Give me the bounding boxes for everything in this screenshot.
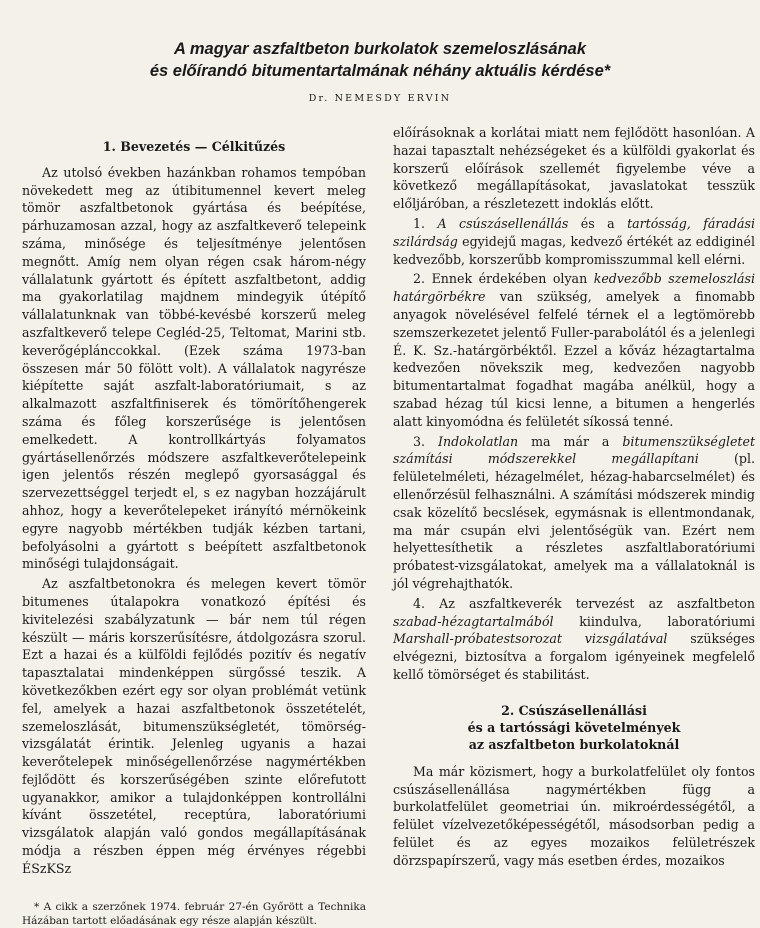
left-column <box>22 130 366 928</box>
section-2-heading-line-3: az aszfaltbeton burkolatoknál <box>468 736 680 752</box>
item-1-text-1: és a <box>568 215 628 231</box>
item-1-italic-1: A csúszásellenállás <box>437 215 569 231</box>
item-1-number: 1. <box>413 215 426 231</box>
item-3-text-2: (pl. felületelméleti, hézagelmélet, hézag-habarcselmélet) és ellenőrzésül felhasználni. A számítási módszerek mindig csak közelítő becslések, egymásnak is ellentmondanak, ma már csupán elvi jelentőségük van. Ezért nem helyettesíthetik a részletes aszfaltlaboratóriumi próbatest-vizsgálatokat, amelyek ma a vállalatoknál is jól végrehajthatók. <box>393 451 755 591</box>
item-4-number: 4. <box>413 595 426 611</box>
item-1 <box>393 215 755 268</box>
right-paragraph-last: Ma már közismert, hogy a burkolatfelület oly fontos csúszásellenállása nagymértékben függ a burkolatfelület geometriai ún. mikroérdességétől, a felület vízelvezetőképességétől, másodsorban pedig a felület és az egyes mozaikos felületrészek dörzspapírszerű, vagy más esetben érdes, mozaikos <box>393 763 755 868</box>
item-1-italic-2: tartósság, fáradási szilárdság <box>393 215 756 249</box>
right-column <box>393 124 755 869</box>
left-paragraph-1: Az utolsó években hazánkban rohamos tempóban növekedett meg az útibitumennel kevert meleg tömör aszfaltbetonok gyártása és beépítése, párhuzamosan azzal, hogy az aszfaltkeverő telepeink száma, minősége és teljesítménye jelentősen megnőtt. Amíg nem olyan régen csak három-négy vállalatunk gyártott és épített aszfaltbetont, addig ma gyakorlatilag majdnem mindegyik útépítő vállalatunknak van többé-kevésbé korszerű meleg aszfaltkeverő telepe Cegléd-25, Teltomat, Marini stb. keverőgéplánccokkal. (Ezek száma 1973-ban összesen már 50 fölött volt). A vállalatok nagyrésze kiépítette saját aszfalt-laboratóriumait, s az alkalmazott aszfaltfiniserek és tömörítőhengerek száma és főleg korszerűsége is jelentősen emelkedett. A kontrollkártyás folyamatos gyártásellenőrzés módszere aszfaltkeverőtelepeink igen jelentős részén meglepő gyorsasággal és szervezettséggel terjedt el, s ez nagyban hozzájárult ahhoz, hogy a keverőtelepeket irányító mérnökeink egyre nagyobb mértékben tudják kézben tartani, befolyásolni a gyártott s beépített aszfaltbetonok minőségi tulajdonságait. <box>22 164 366 572</box>
author-name: Dr. NEMESDY ERVIN <box>308 93 452 104</box>
left-paragraph-2: Az aszfaltbetonokra és melegen kevert tömör bitumenes útalapokra vonatkozó építési és kivitelezési szabályzatunk — bár nem túl régen készült — máris korszerűsítésre, átdolgozásra szorul. Ezt a hazai és a külföldi fejlődés pozitív és negatív tapasztalatai mindenképpen sürgőssé teszik. A következőkben ezért egy sor olyan problémát vetünk fel, amelyek a hazai aszfaltbetonok összetételét, szemeloszlását, bitumenszükségletét, tömörség-vizsgálatát érintik. Jelenleg ugyanis a hazai keverőtelepek minőségellenőrzése nagymértékben fejlődött és korszerűségében szinte előrefutott ugyanakkor, amikor a tulajdonképpen kontrollálni kívánt összetétel, receptúra, laboratóriumi vizsgálatok alapján való gondos megállapításának módja a részben éppen még érvényes régebbi ÉSzKSz <box>22 576 366 876</box>
item-2-text-1: Ennek érdekében olyan <box>431 271 594 287</box>
title-line-2: és előírandó bitumentartalmának néhány aktuális kérdése* <box>149 62 611 80</box>
footnote-text: * A cikk a szerzőnek 1974. február 27-én Győrött a Technika Házában tartott előadásának egy része alapján készült. <box>22 900 366 927</box>
item-3-italic-2: bitumenszükségletet számítási módszerekkel megállapítani <box>393 433 755 467</box>
item-4-text-3: szükséges elvégezni, biztosítva a forgalom igényeinek megfelelő kellő tömörséget és stabilitást. <box>393 631 755 682</box>
item-2 <box>393 270 755 430</box>
item-4-text-1: Az aszfaltkeverék tervezést az aszfaltbeton <box>439 595 755 611</box>
item-4-italic-1: szabad-hézagtartalmából <box>393 613 554 629</box>
section-2-heading-line-1: 2. Csúszásellenállási <box>501 702 647 718</box>
item-4 <box>393 595 755 684</box>
item-3-text-1: ma már a <box>518 433 623 449</box>
section-2-heading-line-2: és a tartóssági követelmények <box>467 719 681 735</box>
item-3-number: 3. <box>413 433 426 449</box>
item-2-italic-1: kedvezőbb szemeloszlási határgörbékre <box>393 271 755 305</box>
item-3 <box>393 433 755 593</box>
right-paragraph-continued: előírásoknak a korlátai miatt nem fejlődött hasonlóan. A hazai tapasztalt nehézségeket és a külföldi gyakorlat és korszerű előírások szellemét figyelembe véve a következő megállapításokat, javaslatokat tesszük előljáróban, a részletezett indoklás előtt. <box>393 125 755 212</box>
section-1-heading: 1. Bevezetés — Célkitűzés <box>102 139 286 154</box>
item-4-italic-2: Marshall-próbatestsorozat vizsgálatával <box>393 631 668 647</box>
section-2-heading <box>393 702 755 753</box>
article-title <box>0 38 760 82</box>
item-1-text-2: egyidejű magas, kedvező értékét az eddiginél kedvezőbb, korszerűbb kompromisszummal kell elérni. <box>393 233 755 267</box>
footnote <box>22 900 366 928</box>
title-line-1: A magyar aszfaltbeton burkolatok szemeloszlásának <box>173 40 587 58</box>
item-2-text-2: van szükség, amelyek a finomabb anyagok növelésével felfelé térnek el a legtömörebb szemszerkezetet jelentő Fuller-parabolától és a jelenlegi É. K. Sz.-határgörbéktől. Ezzel a kőváz hézagtartalma kedvezően növekszik meg, kedvezően nagyobb bitumentartalmat fogadhat magába anélkül, hogy a szabad hézag túl kicsi lenne, a bitumen a hengerlés alatt kinyomódna és felületét síkossá tenné. <box>393 289 755 429</box>
item-4-text-2: kiindulva, laboratóriumi <box>553 613 755 629</box>
item-2-number: 2. <box>413 271 426 287</box>
item-3-italic-1: Indokolatlan <box>437 433 519 449</box>
